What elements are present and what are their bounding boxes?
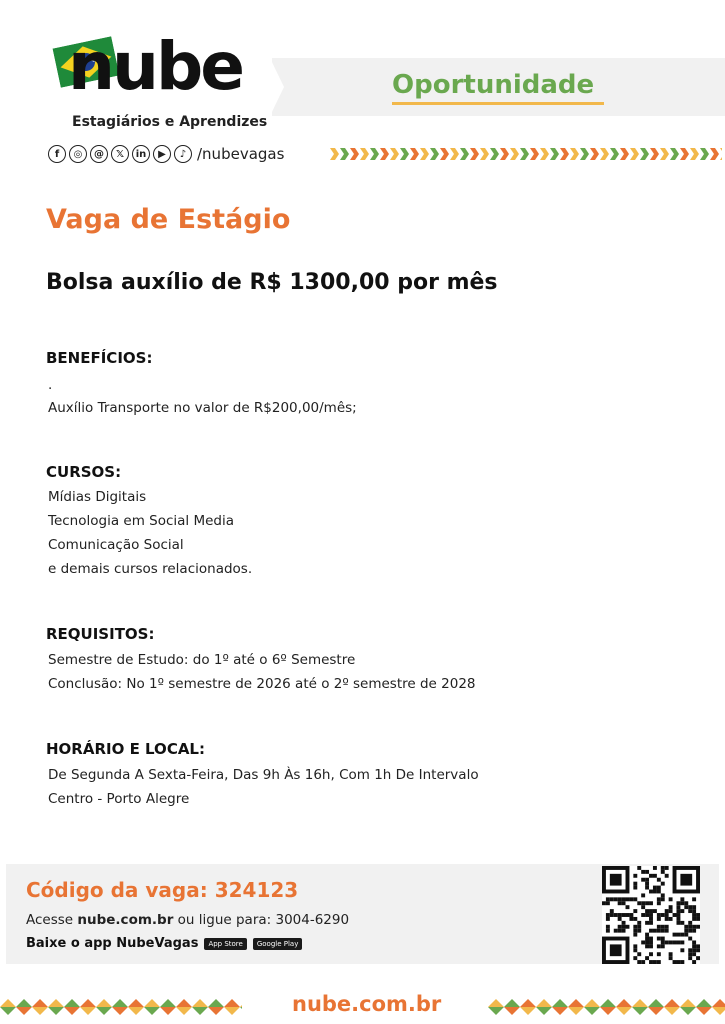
stipend-text: Bolsa auxílio de R$ 1300,00 por mês <box>46 270 498 295</box>
job-title: Vaga de Estágio <box>46 204 291 235</box>
courses-line: Tecnologia em Social Media <box>48 513 235 529</box>
access-site-link[interactable]: nube.com.br <box>77 912 174 928</box>
app-download-row <box>26 936 302 951</box>
courses-line: e demais cursos relacionados. <box>48 561 253 577</box>
nube-logo <box>48 28 268 135</box>
threads-icon[interactable]: @ <box>90 145 108 163</box>
google-play-badge[interactable]: Google Play <box>253 938 303 950</box>
linkedin-icon[interactable]: in <box>132 145 150 163</box>
job-code: Código da vaga: 324123 <box>26 878 299 902</box>
chevron-strip-decoration <box>330 146 722 162</box>
requirements-line: Conclusão: No 1º semestre de 2026 até o 2º semestre de 2028 <box>48 676 476 692</box>
courses-heading: CURSOS: <box>46 463 122 481</box>
chevron-band-decoration-right <box>488 996 725 1018</box>
benefits-line: . <box>48 377 53 393</box>
logo-subtitle: Estagiários e Aprendizes <box>72 114 268 130</box>
schedule-line: De Segunda A Sexta-Feira, Das 9h Às 16h, Com 1h De Intervalo <box>48 767 479 783</box>
footer-info-box <box>6 864 719 964</box>
banner-underline <box>392 102 604 105</box>
benefits-heading: BENEFÍCIOS: <box>46 349 153 367</box>
schedule-heading: HORÁRIO E LOCAL: <box>46 740 205 758</box>
instagram-icon[interactable]: ◎ <box>69 145 87 163</box>
opportunity-banner <box>272 58 725 116</box>
website-link[interactable]: nube.com.br <box>292 992 442 1016</box>
requirements-line: Semestre de Estudo: do 1º até o 6º Semestre <box>48 652 356 668</box>
social-links <box>48 143 284 165</box>
requirements-heading: REQUISITOS: <box>46 625 155 643</box>
app-store-badge[interactable]: App Store <box>204 938 246 950</box>
courses-line: Comunicação Social <box>48 537 184 553</box>
banner-title: Oportunidade <box>392 70 595 100</box>
youtube-icon[interactable]: ▶ <box>153 145 171 163</box>
social-handle[interactable]: /nubevagas <box>197 145 285 163</box>
courses-line: Mídias Digitais <box>48 489 147 505</box>
tiktok-icon[interactable]: ♪ <box>174 145 192 163</box>
qr-code[interactable] <box>602 866 700 964</box>
logo-wordmark: nube <box>68 28 242 105</box>
app-label: Baixe o app NubeVagas <box>26 936 199 951</box>
benefits-line: Auxílio Transporte no valor de R$200,00/mês; <box>48 400 357 416</box>
x-icon[interactable]: 𝕏 <box>111 145 129 163</box>
schedule-line: Centro - Porto Alegre <box>48 791 190 807</box>
access-text: Acesse nube.com.br ou ligue para: 3004-6290 <box>26 912 350 928</box>
facebook-icon[interactable]: f <box>48 145 66 163</box>
chevron-band-decoration-left <box>0 996 242 1018</box>
